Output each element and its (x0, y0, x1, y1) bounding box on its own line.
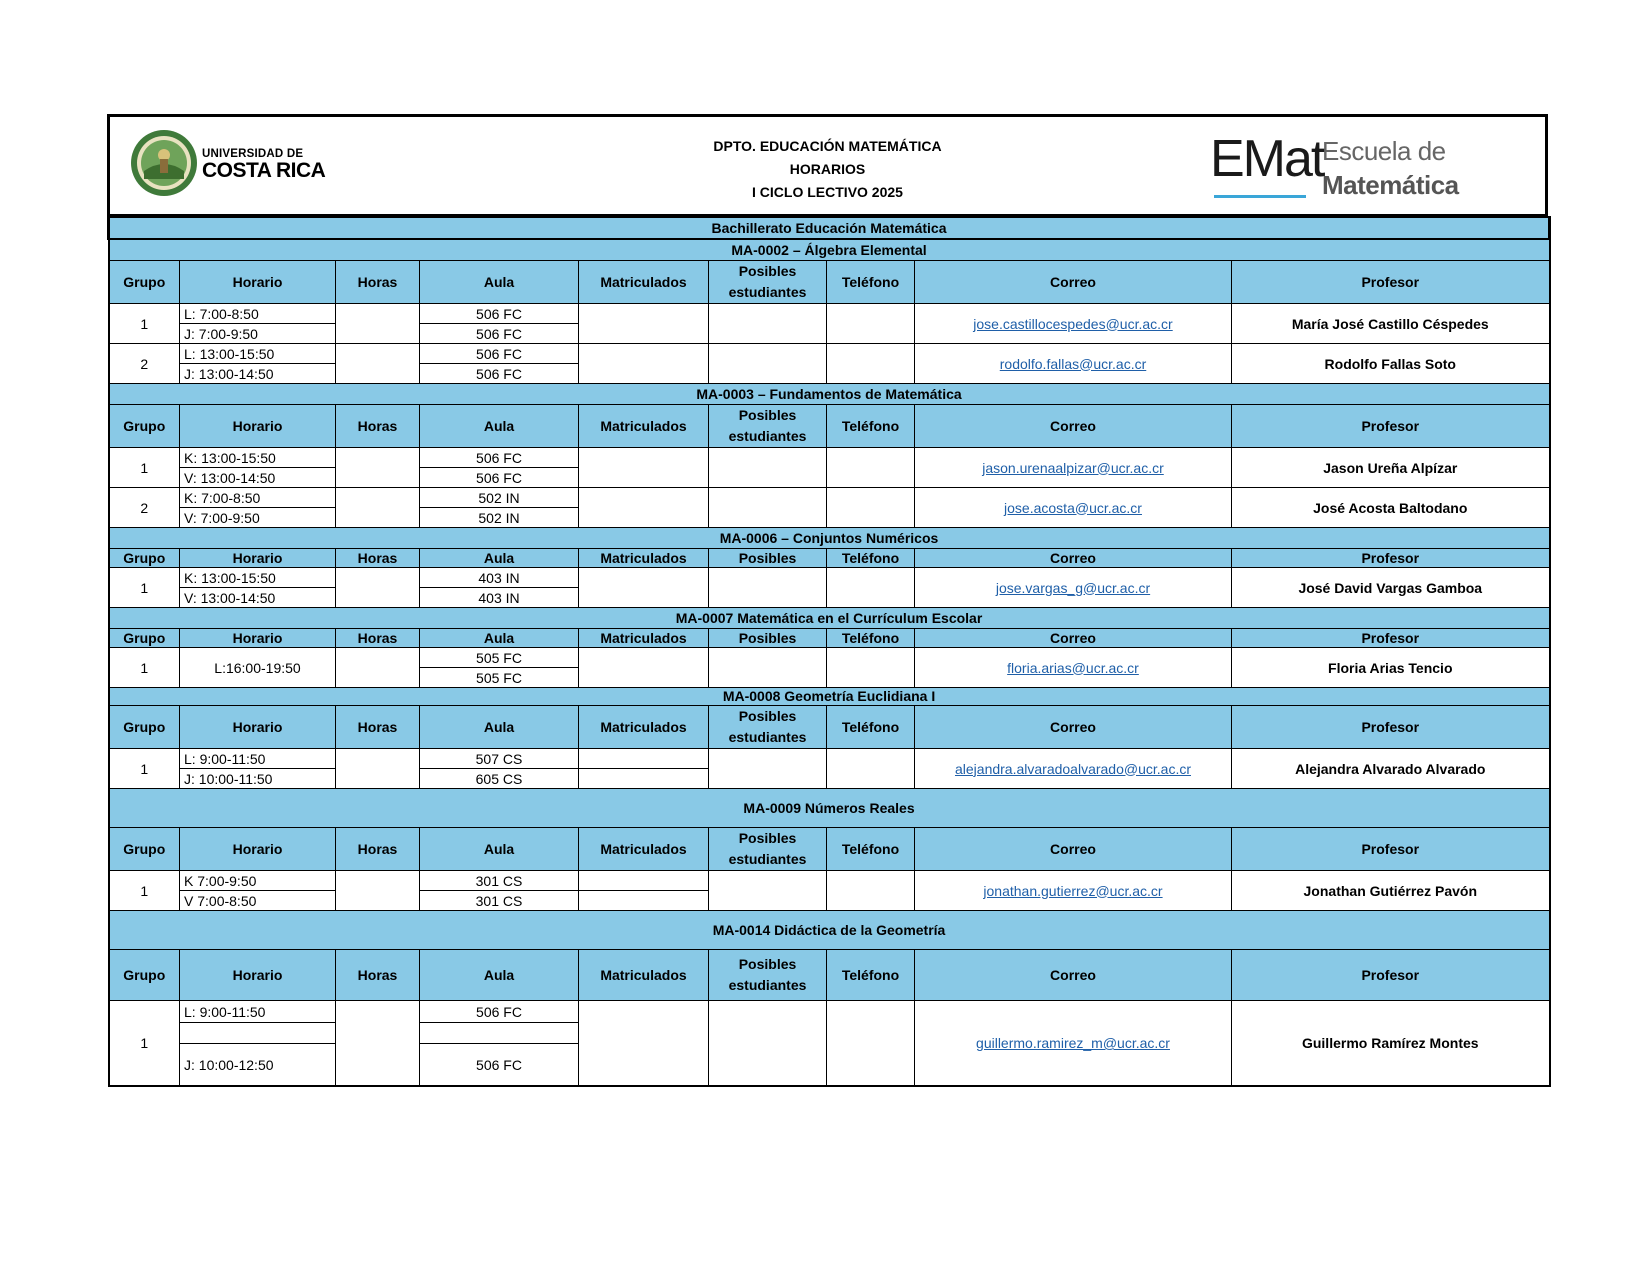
col-telefono: Teléfono (827, 828, 915, 871)
horario-cell: J: 13:00-14:50 (180, 364, 336, 384)
col-horas: Horas (336, 950, 420, 1001)
table-row (109, 488, 1550, 508)
email-link[interactable]: jose.vargas_g@ucr.ac.cr (915, 568, 1232, 608)
col-grupo: Grupo (109, 706, 180, 749)
matriculados-cell (579, 488, 709, 528)
aula-cell: 403 IN (420, 568, 579, 588)
ucr-name-line1: UNIVERSIDAD DE (202, 148, 304, 160)
col-posibles: Posibles estudiantes (709, 950, 827, 1001)
col-telefono: Teléfono (827, 706, 915, 749)
col-matriculados: Matriculados (579, 261, 709, 304)
horario-cell: J: 7:00-9:50 (180, 324, 336, 344)
aula-cell: 505 FC (420, 648, 579, 668)
telefono-cell (827, 568, 915, 608)
col-matriculados: Matriculados (579, 706, 709, 749)
schedule-table (107, 216, 1551, 1087)
aula-cell: 506 FC (420, 324, 579, 344)
matriculados-cell (579, 871, 709, 891)
horas-cell (336, 448, 420, 488)
horario-cell: L: 9:00-11:50 (180, 1001, 336, 1023)
matriculados-cell (579, 891, 709, 911)
grupo-cell: 1 (109, 749, 180, 789)
horas-cell (336, 648, 420, 688)
title-schedules: HORARIOS (789, 161, 866, 177)
aula-cell (420, 1023, 579, 1044)
table-row (109, 1001, 1550, 1023)
horario-cell: L: 9:00-11:50 (180, 749, 336, 769)
grupo-cell: 1 (109, 568, 180, 608)
col-profesor: Profesor (1232, 629, 1550, 648)
col-correo: Correo (915, 950, 1232, 1001)
col-posibles: Posibles estudiantes (709, 405, 827, 448)
col-correo: Correo (915, 261, 1232, 304)
col-grupo: Grupo (109, 261, 180, 304)
col-horario: Horario (180, 405, 336, 448)
col-telefono: Teléfono (827, 261, 915, 304)
posibles-cell (709, 749, 827, 789)
horas-cell (336, 344, 420, 384)
telefono-cell (827, 871, 915, 911)
aula-cell: 507 CS (420, 749, 579, 769)
grupo-cell: 1 (109, 448, 180, 488)
column-header-row (109, 828, 1550, 871)
aula-cell: 502 IN (420, 508, 579, 528)
col-correo: Correo (915, 549, 1232, 568)
col-horario: Horario (180, 950, 336, 1001)
posibles-cell (709, 448, 827, 488)
col-aula: Aula (420, 549, 579, 568)
col-correo: Correo (915, 629, 1232, 648)
course-title: MA-0002 – Álgebra Elemental (109, 239, 1550, 261)
col-grupo: Grupo (109, 549, 180, 568)
col-profesor: Profesor (1232, 828, 1550, 871)
grupo-cell: 1 (109, 871, 180, 911)
col-matriculados: Matriculados (579, 549, 709, 568)
email-link[interactable]: jonathan.gutierrez@ucr.ac.cr (915, 871, 1232, 911)
posibles-cell (709, 1001, 827, 1087)
telefono-cell (827, 488, 915, 528)
profesor-cell: María José Castillo Céspedes (1232, 304, 1550, 344)
horario-cell: V: 13:00-14:50 (180, 588, 336, 608)
col-grupo: Grupo (109, 828, 180, 871)
col-posibles: Posibles (709, 629, 827, 648)
horario-cell: L: 13:00-15:50 (180, 344, 336, 364)
course-title: MA-0006 – Conjuntos Numéricos (109, 528, 1550, 549)
profesor-cell: Rodolfo Fallas Soto (1232, 344, 1550, 384)
grupo-cell: 2 (109, 344, 180, 384)
course-title: MA-0007 Matemática en el Currículum Escolar (109, 608, 1550, 629)
col-matriculados: Matriculados (579, 828, 709, 871)
col-horario: Horario (180, 828, 336, 871)
profesor-cell: Jonathan Gutiérrez Pavón (1232, 871, 1550, 911)
aula-cell: 506 FC (420, 364, 579, 384)
column-header-row (109, 629, 1550, 648)
posibles-cell (709, 488, 827, 528)
course-title: MA-0003 – Fundamentos de Matemática (109, 384, 1550, 405)
posibles-cell (709, 304, 827, 344)
schedule-sheet (107, 114, 1548, 1087)
email-link[interactable]: jose.acosta@ucr.ac.cr (915, 488, 1232, 528)
matriculados-cell (579, 344, 709, 384)
email-link[interactable]: guillermo.ramirez_m@ucr.ac.cr (915, 1001, 1232, 1087)
col-grupo: Grupo (109, 629, 180, 648)
title-department: DPTO. EDUCACIÓN MATEMÁTICA (713, 138, 942, 154)
grupo-cell: 1 (109, 1001, 180, 1087)
col-posibles: Posibles estudiantes (709, 828, 827, 871)
grupo-cell: 1 (109, 648, 180, 688)
col-horas: Horas (336, 706, 420, 749)
matriculados-cell (579, 1001, 709, 1087)
matriculados-cell (579, 749, 709, 769)
col-aula: Aula (420, 629, 579, 648)
profesor-cell: Floria Arias Tencio (1232, 648, 1550, 688)
horario-cell: V: 7:00-9:50 (180, 508, 336, 528)
horario-cell: V 7:00-8:50 (180, 891, 336, 911)
aula-cell: 506 FC (420, 1001, 579, 1023)
horario-cell: J: 10:00-11:50 (180, 769, 336, 789)
profesor-cell: José Acosta Baltodano (1232, 488, 1550, 528)
column-header-row (109, 950, 1550, 1001)
emat-subtitle-1: Escuela de (1322, 136, 1446, 166)
col-horas: Horas (336, 549, 420, 568)
program-title: Bachillerato Educación Matemática (109, 217, 1550, 239)
aula-cell: 301 CS (420, 871, 579, 891)
col-telefono: Teléfono (827, 549, 915, 568)
col-aula: Aula (420, 828, 579, 871)
col-horario: Horario (180, 706, 336, 749)
table-row (109, 304, 1550, 324)
col-aula: Aula (420, 706, 579, 749)
aula-cell: 506 FC (420, 448, 579, 468)
column-header-row (109, 405, 1550, 448)
col-horas: Horas (336, 261, 420, 304)
profesor-cell: Jason Ureña Alpízar (1232, 448, 1550, 488)
posibles-cell (709, 568, 827, 608)
table-row (109, 344, 1550, 364)
ucr-name-line2: COSTA RICA (202, 159, 326, 182)
horario-cell: K: 7:00-8:50 (180, 488, 336, 508)
aula-cell: 301 CS (420, 891, 579, 911)
col-horario: Horario (180, 629, 336, 648)
col-horas: Horas (336, 405, 420, 448)
matriculados-cell (579, 648, 709, 688)
col-horario: Horario (180, 549, 336, 568)
profesor-cell: Alejandra Alvarado Alvarado (1232, 749, 1550, 789)
horario-cell (180, 1023, 336, 1044)
col-horario: Horario (180, 261, 336, 304)
telefono-cell (827, 749, 915, 789)
aula-cell: 403 IN (420, 588, 579, 608)
aula-cell: 506 FC (420, 468, 579, 488)
col-grupo: Grupo (109, 405, 180, 448)
col-matriculados: Matriculados (579, 405, 709, 448)
aula-cell: 506 FC (420, 304, 579, 324)
column-header-row (109, 261, 1550, 304)
col-profesor: Profesor (1232, 950, 1550, 1001)
col-posibles: Posibles estudiantes (709, 261, 827, 304)
telefono-cell (827, 304, 915, 344)
email-link[interactable]: floria.arias@ucr.ac.cr (915, 648, 1232, 688)
horario-cell: K: 13:00-15:50 (180, 448, 336, 468)
program-row (109, 217, 1550, 239)
col-horas: Horas (336, 828, 420, 871)
course-title: MA-0009 Números Reales (109, 789, 1550, 828)
matriculados-cell (579, 568, 709, 608)
horas-cell (336, 488, 420, 528)
horas-cell (336, 1001, 420, 1087)
table-row (109, 568, 1550, 588)
horario-cell: J: 10:00-12:50 (180, 1044, 336, 1087)
col-grupo: Grupo (109, 950, 180, 1001)
aula-cell: 506 FC (420, 344, 579, 364)
col-telefono: Teléfono (827, 629, 915, 648)
posibles-cell (709, 344, 827, 384)
col-telefono: Teléfono (827, 405, 915, 448)
email-link[interactable]: alejandra.alvaradoalvarado@ucr.ac.cr (915, 749, 1232, 789)
horario-cell: K 7:00-9:50 (180, 871, 336, 891)
horario-cell: L: 7:00-8:50 (180, 304, 336, 324)
title-cycle: I CICLO LECTIVO 2025 (752, 184, 903, 200)
aula-cell: 605 CS (420, 769, 579, 789)
col-horas: Horas (336, 629, 420, 648)
profesor-cell: José David Vargas Gamboa (1232, 568, 1550, 608)
col-profesor: Profesor (1232, 549, 1550, 568)
email-link[interactable]: rodolfo.fallas@ucr.ac.cr (915, 344, 1232, 384)
telefono-cell (827, 648, 915, 688)
col-posibles: Posibles (709, 549, 827, 568)
table-row (109, 648, 1550, 668)
matriculados-cell (579, 769, 709, 789)
document-header (107, 114, 1548, 216)
col-aula: Aula (420, 261, 579, 304)
posibles-cell (709, 871, 827, 911)
col-correo: Correo (915, 405, 1232, 448)
emat-logo (1210, 125, 1459, 207)
col-aula: Aula (420, 950, 579, 1001)
horas-cell (336, 304, 420, 344)
email-link[interactable]: jason.urenaalpizar@ucr.ac.cr (915, 448, 1232, 488)
col-telefono: Teléfono (827, 950, 915, 1001)
table-row (109, 448, 1550, 468)
course-title: MA-0014 Didáctica de la Geometría (109, 911, 1550, 950)
aula-cell: 502 IN (420, 488, 579, 508)
matriculados-cell (579, 304, 709, 344)
column-header-row (109, 549, 1550, 568)
table-row (109, 871, 1550, 891)
matriculados-cell (579, 448, 709, 488)
col-matriculados: Matriculados (579, 950, 709, 1001)
grupo-cell: 2 (109, 488, 180, 528)
grupo-cell: 1 (109, 304, 180, 344)
emat-wordmark: EMat (1210, 130, 1324, 188)
posibles-cell (709, 648, 827, 688)
telefono-cell (827, 448, 915, 488)
aula-cell: 506 FC (420, 1044, 579, 1087)
col-matriculados: Matriculados (579, 629, 709, 648)
telefono-cell (827, 344, 915, 384)
col-correo: Correo (915, 828, 1232, 871)
horario-cell: L:16:00-19:50 (180, 648, 336, 688)
col-posibles: Posibles estudiantes (709, 706, 827, 749)
horas-cell (336, 871, 420, 911)
emat-underline (1214, 195, 1306, 198)
telefono-cell (827, 1001, 915, 1087)
course-title: MA-0008 Geometría Euclidiana I (109, 688, 1550, 706)
horas-cell (336, 568, 420, 608)
aula-cell: 505 FC (420, 668, 579, 688)
horas-cell (336, 749, 420, 789)
horario-cell: K: 13:00-15:50 (180, 568, 336, 588)
col-profesor: Profesor (1232, 261, 1550, 304)
col-correo: Correo (915, 706, 1232, 749)
table-row (109, 749, 1550, 769)
profesor-cell: Guillermo Ramírez Montes (1232, 1001, 1550, 1087)
emat-subtitle-2: Matemática (1322, 170, 1459, 200)
email-link[interactable]: jose.castillocespedes@ucr.ac.cr (915, 304, 1232, 344)
col-aula: Aula (420, 405, 579, 448)
col-profesor: Profesor (1232, 405, 1550, 448)
column-header-row (109, 706, 1550, 749)
col-profesor: Profesor (1232, 706, 1550, 749)
horario-cell: V: 13:00-14:50 (180, 468, 336, 488)
